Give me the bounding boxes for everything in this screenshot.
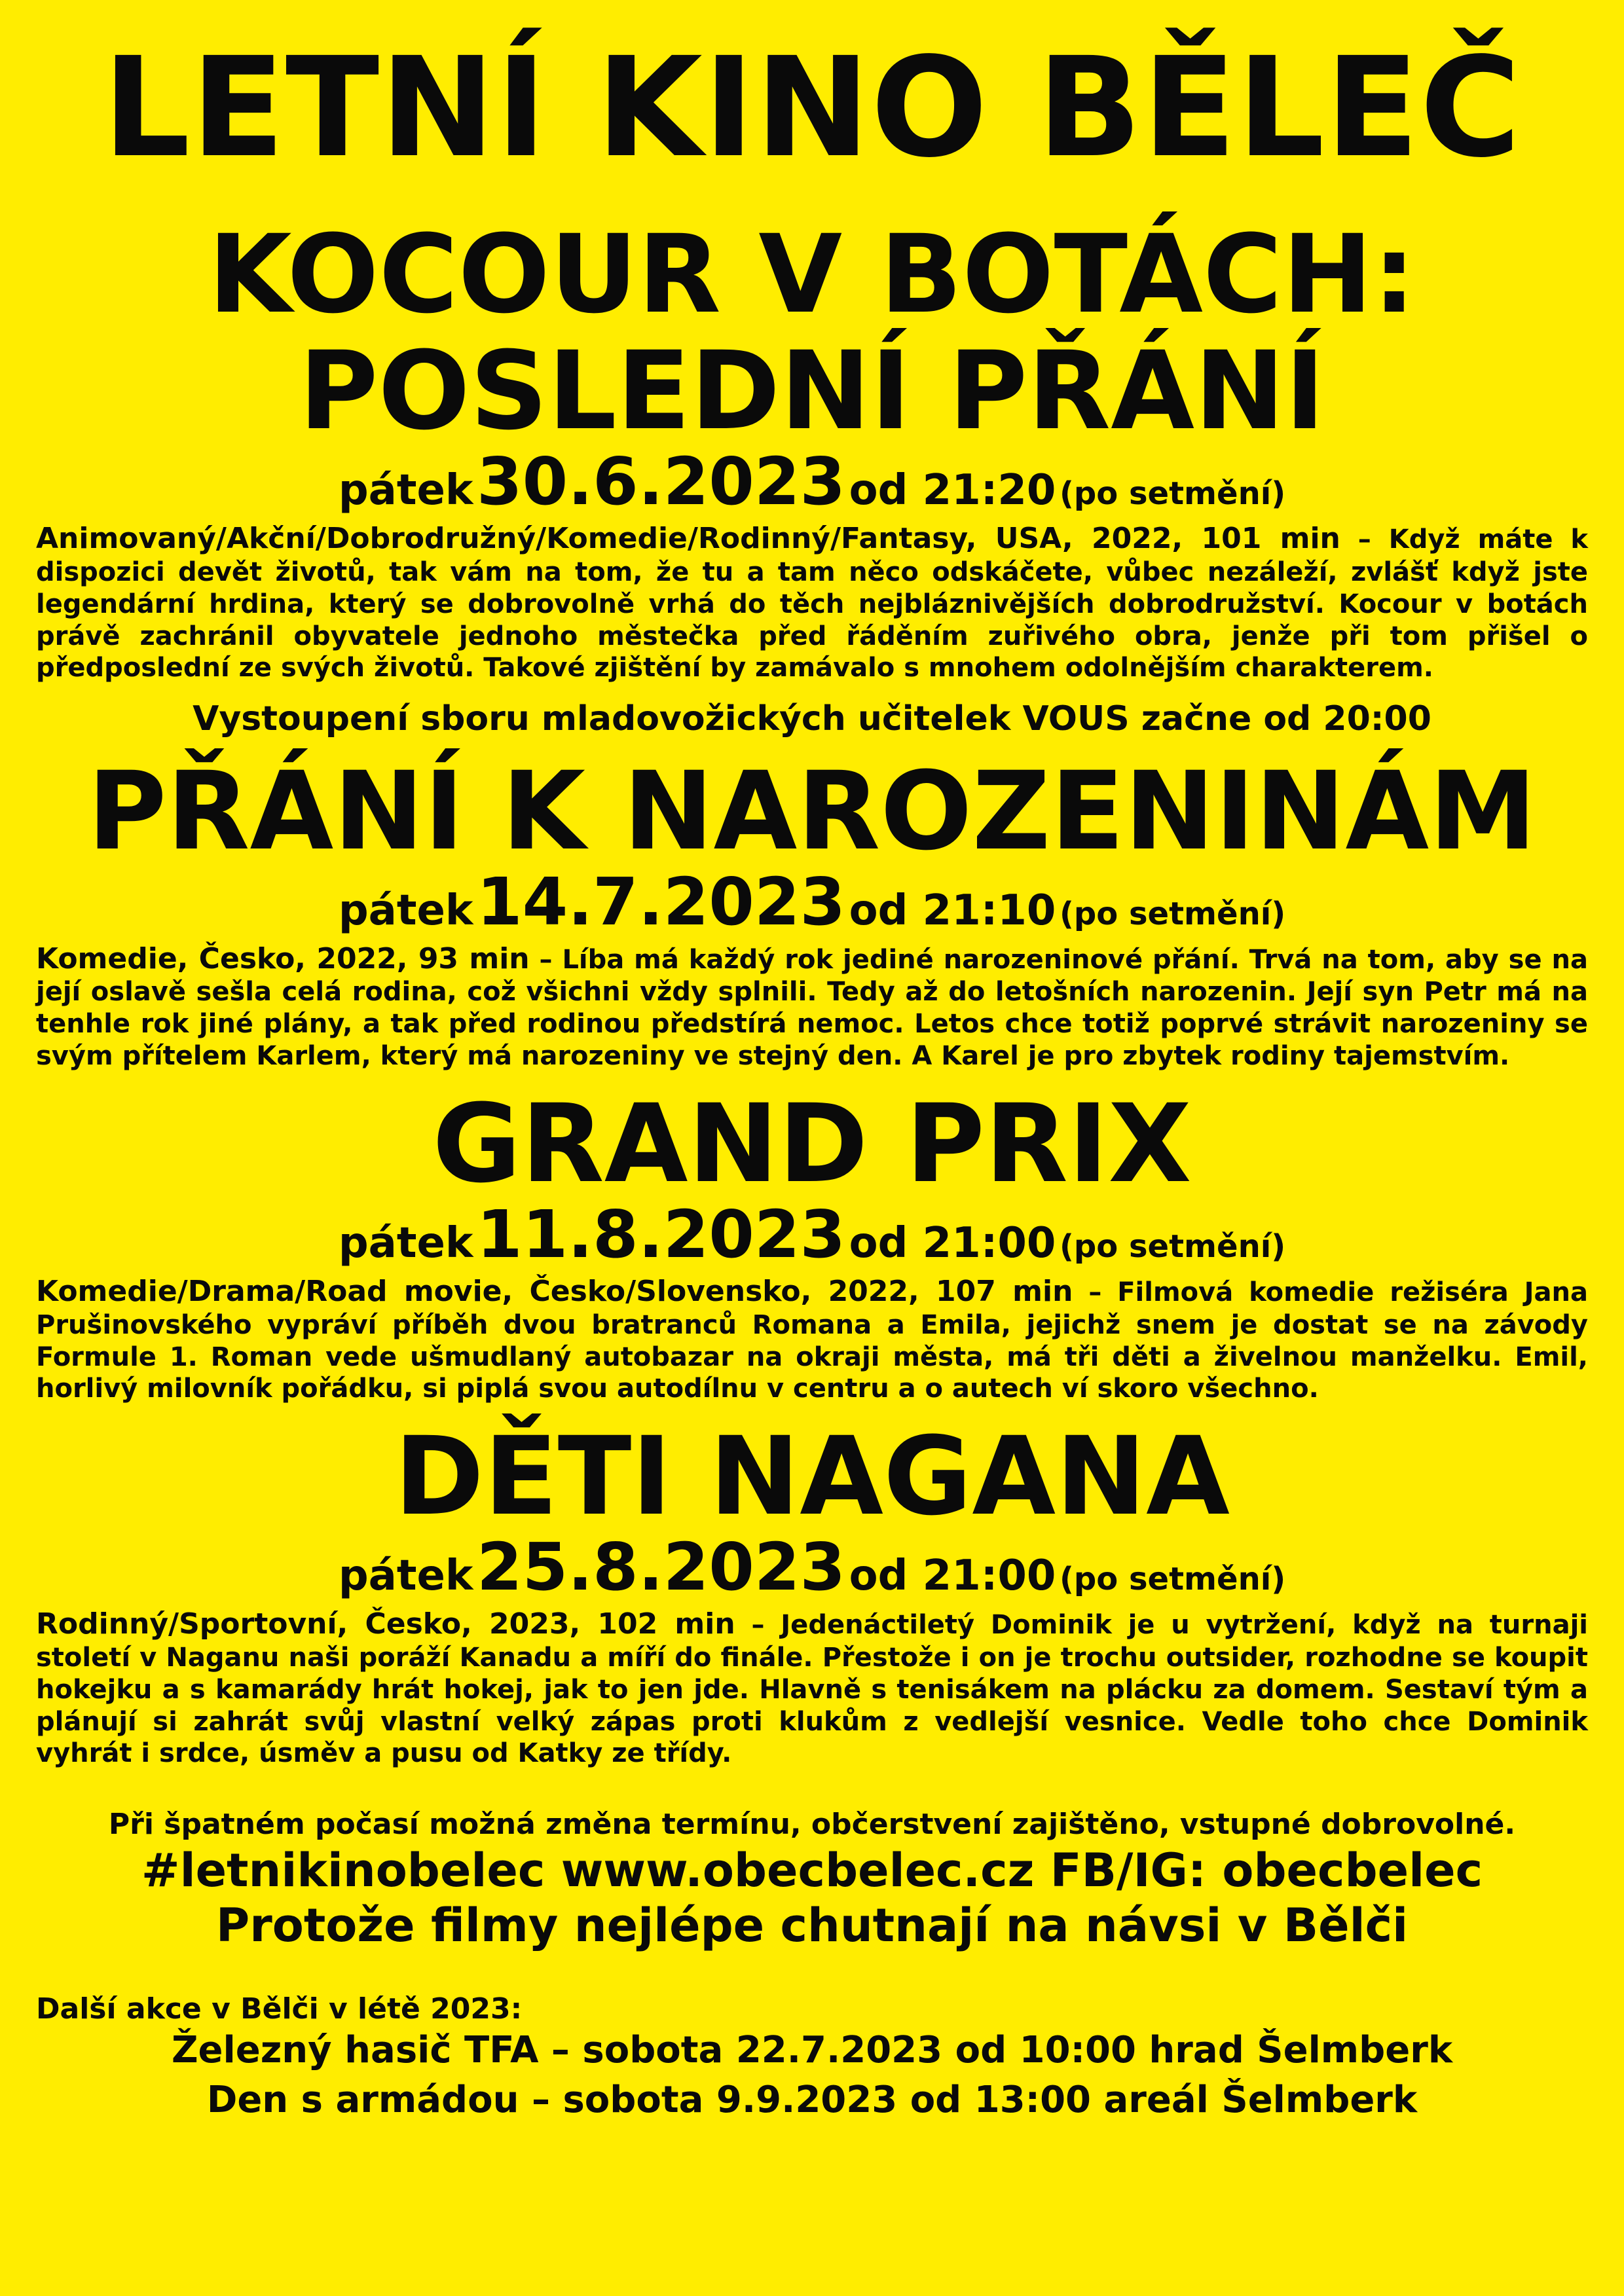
film-meta: Komedie/Drama/Road movie, Česko/Slovensko, 2022, 107 min: [36, 1275, 1073, 1309]
more-events-title: Další akce v Bělči v létě 2023:: [36, 1992, 523, 2026]
screening-day: pátek: [338, 466, 473, 515]
film-synopsis: – Jedenáctiletý Dominik je u vytržení, když na turnaji století v Naganu naši poráží Kanadu a míří do finále. Přestože i on je trochu outsider, rozhodne se koupit hokejku a s kamarády hrát hokej, jak to jen jde. Hlavně s tenisákem na plácku za domem. Sestaví tým a plánují si zahrát svůj vlastní velký zápas proti klukům z vedlejší vesnice. Vedle toho chce Dominik vyhrát i srdce, úsměv a pusu od Katky ze třídy.: [36, 1610, 1588, 1769]
poster-title: LETNÍ KINO BĚLEČ: [102, 27, 1522, 188]
screening-date: [36, 863, 1588, 940]
screening-date: [36, 1196, 1588, 1273]
film-description: [36, 941, 1588, 1072]
film-synopsis: – Když máte k dispozici devět životů, tak vám na tom, že tu a tam něco odskáčete, vůbec nezáleží, zvlášť když jste legendární hrdina, který se dobrovolně vrhá do těch nejbláznivějších dobrodružství. Kocour v botách právě zachránil obyvatele jednoho městečka před řáděním zuřivého obra, jenže při tom přišel o předposlední ze svých životů. Takové zjištění by zamávalo s mnohem odolnějším charakterem.: [36, 524, 1588, 683]
screening-date-value: 25.8.2023: [476, 1529, 846, 1606]
screening-day: pátek: [338, 886, 473, 935]
screening-date: [36, 1529, 1588, 1606]
film-section-grand-prix: [36, 1080, 1589, 1405]
film-title: PŘÁNÍ K NAROZENINÁM: [87, 748, 1537, 874]
film-meta: Animovaný/Akční/Dobrodružný/Komedie/Rodinný/Fantasy, USA, 2022, 101 min: [36, 522, 1340, 556]
film-title-line2: POSLEDNÍ PŘÁNÍ: [299, 328, 1325, 454]
screening-time-note: (po setmění): [1059, 1561, 1286, 1598]
hashtags-links: #letnikinobelec www.obecbelec.cz FB/IG: obecbelec: [141, 1844, 1483, 1898]
screening-day: pátek: [338, 1219, 473, 1268]
screening-time-note: (po setmění): [1059, 475, 1286, 513]
film-meta: Rodinný/Sportovní, Česko, 2023, 102 min: [36, 1607, 735, 1641]
screening-time: od 21:00: [849, 1552, 1056, 1601]
film-meta: Komedie, Česko, 2022, 93 min: [36, 941, 530, 975]
film-description: [36, 1274, 1588, 1405]
film-synopsis: – Líba má každý rok jediné narozeninové přání. Trvá na tom, aby se na její oslavě sešla celá rodina, což všichni vždy splnili. Tedy až do letošních narozenin. Její syn Petr má na tenhle rok jiné plány, a tak před rodinou předstírá nemoc. Letos chce totiž poprvé strávit narozeniny se svým přítelem Karlem, který má narozeniny ve stejný den. A Karel je pro zbytek rodiny tajemstvím.: [36, 944, 1588, 1072]
film-title: DĚTI NAGANA: [394, 1413, 1230, 1540]
screening-date-value: 14.7.2023: [476, 863, 846, 940]
screening-time: od 21:20: [849, 466, 1056, 515]
screening-time-note: (po setmění): [1059, 895, 1286, 932]
film-title: GRAND PRIX: [432, 1080, 1192, 1207]
concert-note: Vystoupení sboru mladovožických učitelek VOUS začne od 20:00: [193, 699, 1431, 739]
film-description: [36, 1607, 1588, 1770]
film-section-narozeniny: [36, 748, 1588, 1072]
event-item: Den s armádou – sobota 9.9.2023 od 13:00 areál Šelmberk: [206, 2078, 1418, 2121]
info-note: Při špatném počasí možná změna termínu, občerstvení zajištěno, vstupné dobrovolné.: [108, 1808, 1516, 1842]
screening-day: pátek: [338, 1552, 473, 1601]
screening-time: od 21:10: [849, 886, 1056, 935]
screening-date-value: 30.6.2023: [476, 443, 846, 520]
film-section-kocour: [36, 211, 1588, 740]
film-synopsis: – Filmová komedie režiséra Jana Prušinovského vypráví příběh dvou bratranců Romana a Emila, jejichž snem je dostat se na závody Formule 1. Roman vede ušmudlaný autobazar na okraji města, má tři děti a živelnou manželku. Emil, horlivý milovník pořádku, si piplá svou autodílnu v centru a o autech ví skoro všechno.: [36, 1277, 1589, 1404]
slogan: Protože filmy nejlépe chutnají na návsi v Bělči: [215, 1899, 1409, 1953]
film-section-deti-nagana: [36, 1413, 1588, 1770]
screening-time: od 21:00: [849, 1219, 1056, 1268]
event-item: Železný hasič TFA – sobota 22.7.2023 od 10:00 hrad Šelmberk: [171, 2029, 1453, 2072]
screening-date: [36, 443, 1588, 520]
film-title: KOCOUR V BOTÁCH:: [208, 211, 1416, 337]
screening-time-note: (po setmění): [1059, 1228, 1286, 1266]
footer: [36, 1806, 1588, 2124]
screening-date-value: 11.8.2023: [476, 1196, 846, 1273]
film-description: [36, 521, 1588, 684]
